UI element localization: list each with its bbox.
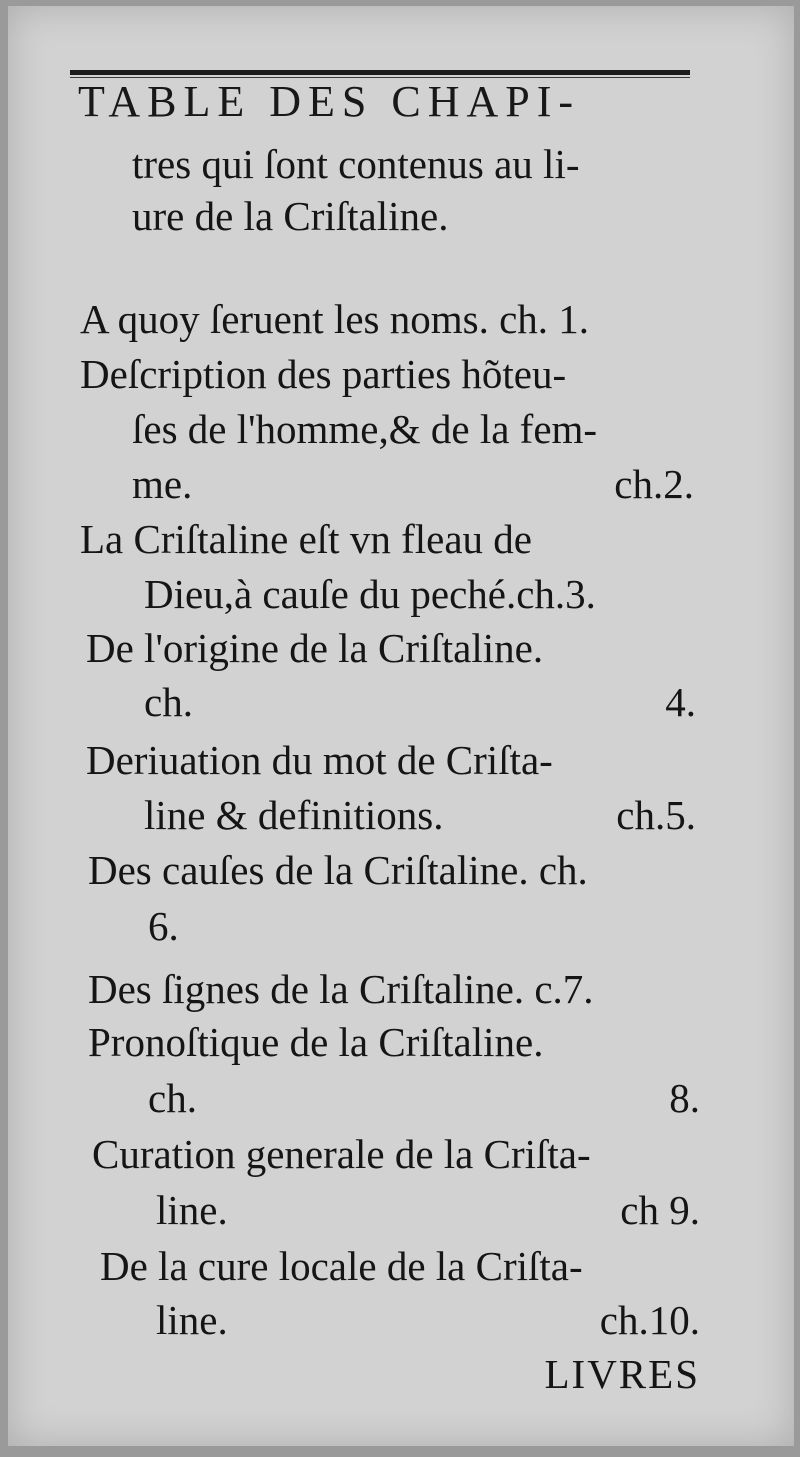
toc-entry-4-chapter: 4.	[665, 679, 696, 725]
toc-entry-4-line-2: ch.	[144, 679, 193, 725]
toc-entry-2-line-1: Deſcription des parties hõteu-	[80, 351, 567, 397]
toc-entry-6-line-1: Des cauſes de la Criſtaline. ch.	[88, 847, 588, 893]
title-line-1: TABLE DES CHAPI-	[78, 77, 581, 126]
title-line-3: ure de la Criſtaline.	[132, 193, 449, 239]
toc-entry-5-line-1: Deriuation du mot de Criſta-	[86, 737, 553, 783]
toc-entry-2-chapter: ch.2.	[614, 461, 694, 507]
toc-entry-1-line-1: A quoy ſeruent les noms. ch. 1.	[80, 296, 590, 342]
head-rule	[70, 70, 690, 75]
toc-entry-10-line-1: De la cure locale de la Criſta-	[100, 1243, 583, 1289]
toc-entry-10-chapter: ch.10.	[599, 1297, 700, 1343]
toc-entry-4-line-1: De l'origine de la Criſtaline.	[86, 625, 544, 671]
toc-entry-9-chapter: ch 9.	[620, 1187, 700, 1233]
catchword: LIVRES	[544, 1351, 700, 1397]
toc-entry-3-line-1: La Criſtaline eſt vn fleau de	[80, 516, 532, 562]
toc-entry-9-line-2: line.	[156, 1187, 228, 1233]
toc-entry-10-line-2: line.	[156, 1297, 228, 1343]
title-line-2: tres qui ſont contenus au li-	[132, 141, 580, 187]
book-page	[8, 6, 794, 1446]
toc-entry-5-line-2: line & definitions.	[144, 792, 444, 838]
toc-entry-2-line-3: me.	[132, 461, 193, 507]
toc-entry-7-line-1: Des ſignes de la Criſtaline. c.7.	[88, 966, 594, 1012]
toc-entry-2-line-2: ſes de l'homme,& de la fem-	[132, 406, 598, 452]
toc-entry-6-line-2: 6.	[148, 903, 179, 949]
toc-entry-9-line-1: Curation generale de la Criſta-	[92, 1131, 591, 1177]
toc-entry-5-chapter: ch.5.	[616, 792, 696, 838]
toc-entry-8-line-2: ch.	[148, 1075, 197, 1121]
toc-entry-8-chapter: 8.	[669, 1075, 700, 1121]
toc-entry-3-line-2: Dieu,à cauſe du peché.ch.3.	[144, 571, 596, 617]
toc-entry-8-line-1: Pronoſtique de la Criſtaline.	[88, 1019, 544, 1065]
